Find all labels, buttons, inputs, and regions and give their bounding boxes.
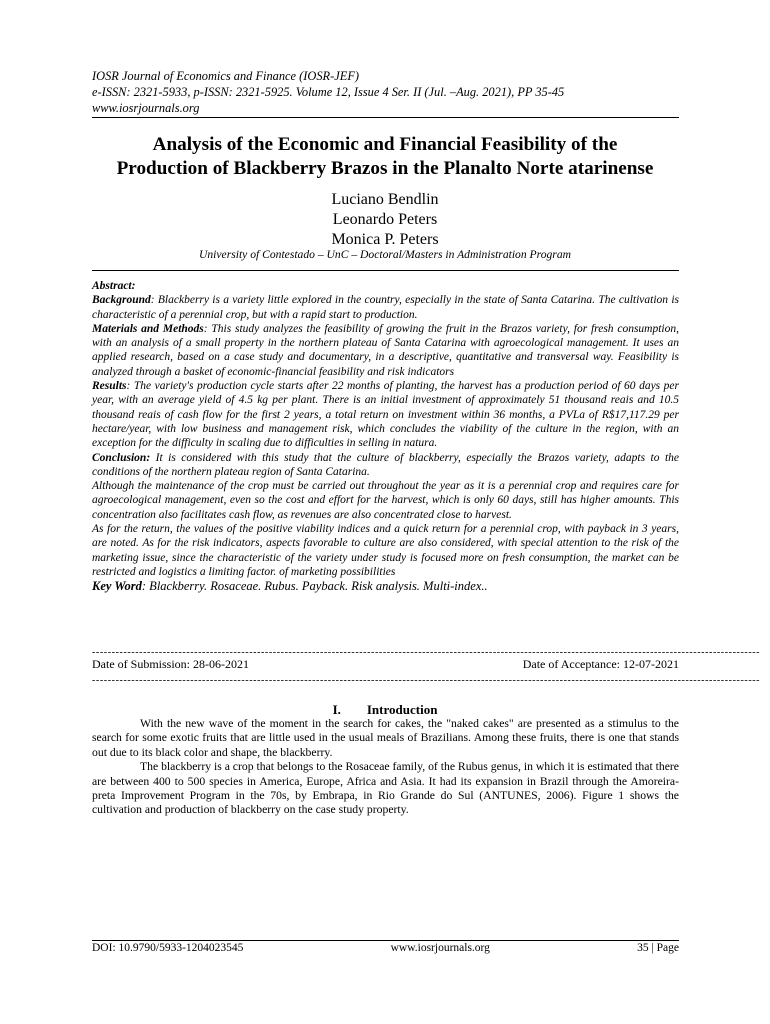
title-line-2: Production of Blackberry Brazos in the Planalto Norte atarinense: [116, 158, 654, 179]
abstract-background: [92, 293, 679, 322]
footer-rule: [92, 940, 679, 941]
methods-label: Materials and Methods: [92, 322, 204, 335]
abstract-heading: Abstract:: [92, 280, 136, 292]
section-title: Introduction: [366, 702, 438, 717]
abstract-methods: [92, 322, 679, 379]
abstract-results: [92, 379, 679, 450]
body-paragraph: The blackberry is a crop that belongs to the Rosaceae family, of the Rubus genus, in which it is estimated that there are between 400 to 500 species in America, Europe, Africa and Asia. It had its expansion in Brazil through the Amoreira-preta Improvement Program in the 70s, by Embrapa, in Rio Grande do Sul (ANTUNES, 2006). Figure 1 shows the cultivation and production of blackberry on the case study property.: [92, 760, 679, 817]
page-footer: [92, 942, 679, 954]
title-line-1: Analysis of the Economic and Financial Feasibility of the: [152, 134, 618, 155]
paper-title: [60, 133, 710, 181]
methods-text: : This study analyzes the feasibility of growing the fruit in the Brazos variety, for fresh consumption, with an analysis of a small property in the northern plateau of Santa Catarina with agroecological management. It uses an applied research, based on a case study and documentary, in a descriptive, quantitative and transversal way. Feasibility is analyzed through a basket of economic-financial feasibility and risk indicators: [92, 322, 679, 378]
results-text: : The variety's production cycle starts after 22 months of planting, the harvest has a production period of 60 days per year, with an average yield of 4.5 kg per plant. There is an initial investment of approximately 51 thousand reais and 10.5 thousand reais of cash flow for the first 2 years, a total return on investment within 36 months, a PVLa of R$17,117.29 per hectare/year, with low business and management risk, which concludes the viability of the culture in the region, with an exception for the difficulty in scaling due to difficulties in selling in natura.: [92, 380, 679, 450]
author: Leonardo Peters: [332, 211, 438, 228]
submission-dates: [92, 657, 679, 672]
results-label: Results: [92, 380, 127, 393]
keyword-text: : Blackberry. Rosaceae. Rubus. Payback. Risk analysis. Multi-index..: [141, 579, 488, 594]
body-paragraph: With the new wave of the moment in the search for cakes, the "naked cakes" are presented as a stimulus to the search for some exotic fruits that are little used in the usual meals of Brazilians. Among these fruits, there is one that stands out due to its black color and shape, the blackberry.: [92, 717, 679, 759]
footer-doi: DOI: 10.9790/5933-1204023545: [92, 942, 244, 954]
header-rule: [92, 117, 679, 118]
affiliation-rule: [92, 270, 679, 271]
date-of-acceptance: Date of Acceptance: 12-07-2021: [522, 657, 679, 671]
date-of-submission: Date of Submission: 28-06-2021: [92, 657, 249, 671]
conclusion-text: It is considered with this study that the culture of blackberry, especially the Brazos variety, adapts to the conditions of the northern plateau region of Santa Catarina.: [92, 451, 679, 478]
author: Monica P. Peters: [331, 231, 439, 248]
conclusion-label: Conclusion:: [92, 451, 151, 464]
journal-name: IOSR Journal of Economics and Finance (IOSR-JEF): [92, 69, 360, 83]
abstract-conclusion: [92, 451, 679, 480]
affiliation: University of Contestado – UnC – Doctoral/Masters in Administration Program: [199, 248, 571, 261]
journal-header: [92, 68, 564, 116]
journal-issn: e-ISSN: 2321-5933, p-ISSN: 2321-5925. Volume 12, Issue 4 Ser. II (Jul. –Aug. 2021), PP 35-45: [92, 85, 565, 99]
introduction-body: [92, 717, 679, 818]
dashed-divider: --------------------------------------------------------------------------------------------------------------------------------------------------------------------------: [92, 675, 761, 686]
footer-page-number: 35 | Page: [637, 942, 679, 954]
abstract-paragraph: As for the return, the values of the positive viability indices and a quick return for a perennial crop, with payback in 3 years, are noted. As for the risk indicators, aspects favorable to culture are also considered, with special attention to the risk of the marketing issue, since the characteristic of the variety under study is focused more on fresh consumption, the market can be restricted and logistics a limiting factor. of marketing possibilities: [92, 523, 679, 578]
abstract-paragraph: Although the maintenance of the crop must be carried out throughout the year as it is a perennial crop and requires care for agroecological management, even so the cost and effort for the harvest, which is only 60 days, still has higher amounts. This concentration also facilitates cash flow, as revenues are also concentrated close to harvest.: [92, 480, 679, 521]
footer-website[interactable]: www.iosrjournals.org: [390, 942, 490, 954]
background-label: Background: [92, 294, 151, 307]
background-text: : Blackberry is a variety little explored in the country, especially in the state of Santa Catarina. The cultivation is characteristic of a perennial crop, but with a rapid start to production.: [92, 294, 679, 321]
keyword-label: Key Word: [92, 579, 142, 594]
section-number: I.: [332, 702, 341, 717]
keywords: [92, 579, 679, 593]
author-list: [0, 190, 770, 250]
dashed-divider: --------------------------------------------------------------------------------------------------------------------------------------------------------------------------: [92, 647, 761, 658]
abstract: [92, 279, 679, 594]
author: Luciano Bendlin: [331, 191, 439, 208]
section-heading: [0, 702, 770, 718]
journal-website[interactable]: www.iosrjournals.org: [92, 101, 200, 115]
